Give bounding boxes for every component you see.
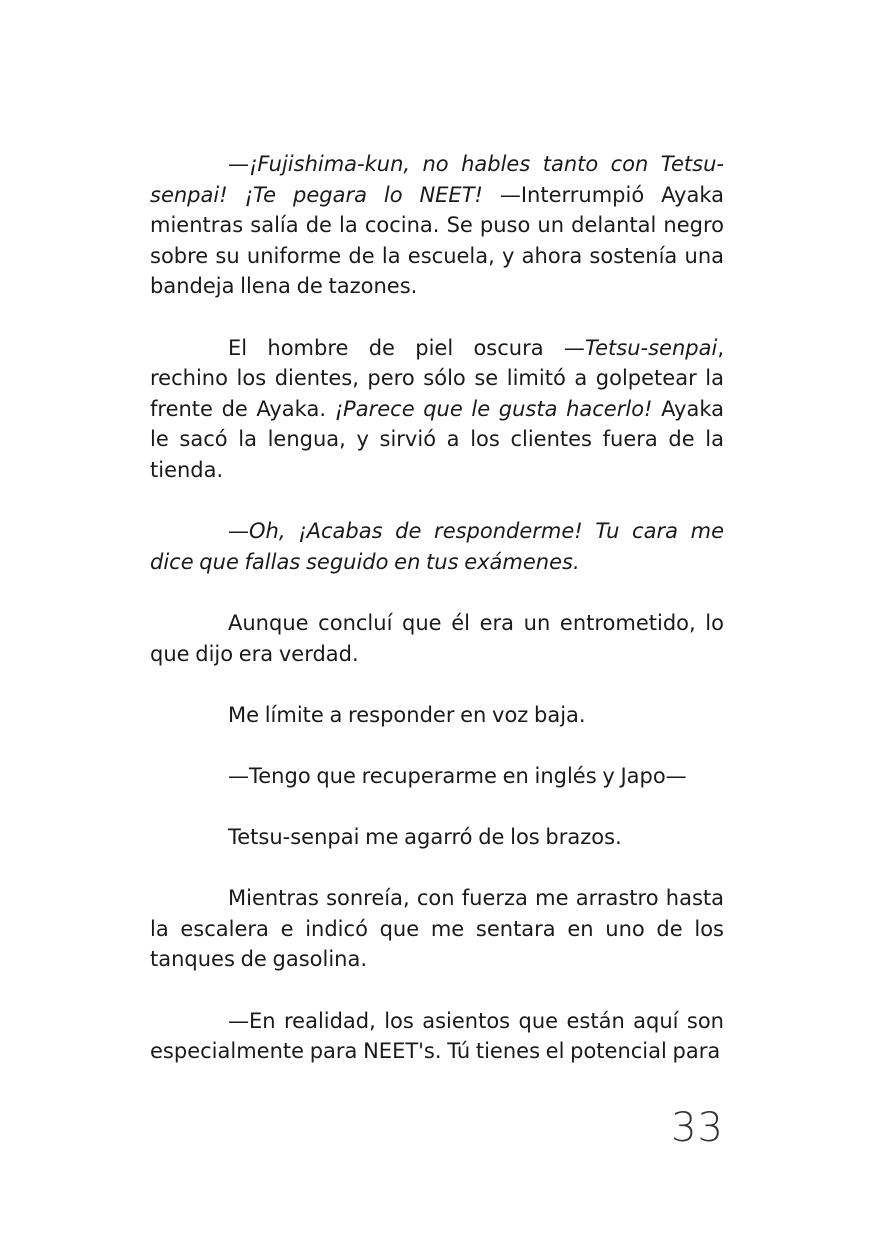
text-run: Ayaka le sacó la lengua, y sirvió a los clientes fuera de la tienda.	[150, 396, 724, 482]
paragraph	[150, 516, 724, 577]
paragraph	[150, 149, 724, 302]
italic-text-run: ¡Parece que le gusta hacerlo!	[334, 396, 653, 421]
body-text	[150, 149, 724, 1067]
paragraph	[150, 1006, 724, 1067]
paragraph	[150, 761, 724, 792]
page-number: 33	[671, 1105, 724, 1151]
text-run: Mientras sonreía, con fuerza me arrastro hasta la escalera e indicó que me sentara en uno de los tanques de gasolina.	[150, 886, 724, 972]
text-run: —	[228, 152, 249, 176]
paragraph	[150, 333, 724, 486]
text-run: —Interrumpió Ayaka mientras salía de la cocina. Se puso un delantal negro sobre su uniforme de la escuela, y ahora sostenía una bandeja llena de tazones.	[150, 182, 724, 299]
italic-text-run: Tetsu-senpai	[584, 335, 718, 360]
text-run: , rechino los dientes, pero sólo se limitó a golpetear la frente de Ayaka.	[150, 335, 724, 421]
text-run: —En realidad, los asientos que están aquí son especialmente para NEET's. Tú tienes el potencial para	[150, 1008, 724, 1064]
paragraph	[150, 608, 724, 669]
italic-text-run: ¡Fujishima-kun, no hables tanto con Tetsu-senpai! ¡Te pegara lo NEET!	[150, 152, 724, 207]
paragraph	[150, 700, 724, 731]
text-run: Tetsu-senpai me agarró de los brazos.	[228, 825, 622, 850]
italic-text-run: Oh, ¡Acabas de responderme! Tu cara me dice que fallas seguido en tus exámenes.	[150, 519, 724, 574]
paragraph	[150, 883, 724, 975]
text-run: Aunque concluí que él era un entrometido, lo que dijo era verdad.	[150, 610, 724, 666]
text-run: El hombre de piel oscura —	[228, 335, 585, 360]
text-run: —Tengo que recuperarme en inglés y Japo—	[228, 763, 687, 788]
paragraph	[150, 822, 724, 853]
text-run: —	[228, 519, 249, 544]
text-run: Me límite a responder en voz baja.	[228, 702, 586, 727]
